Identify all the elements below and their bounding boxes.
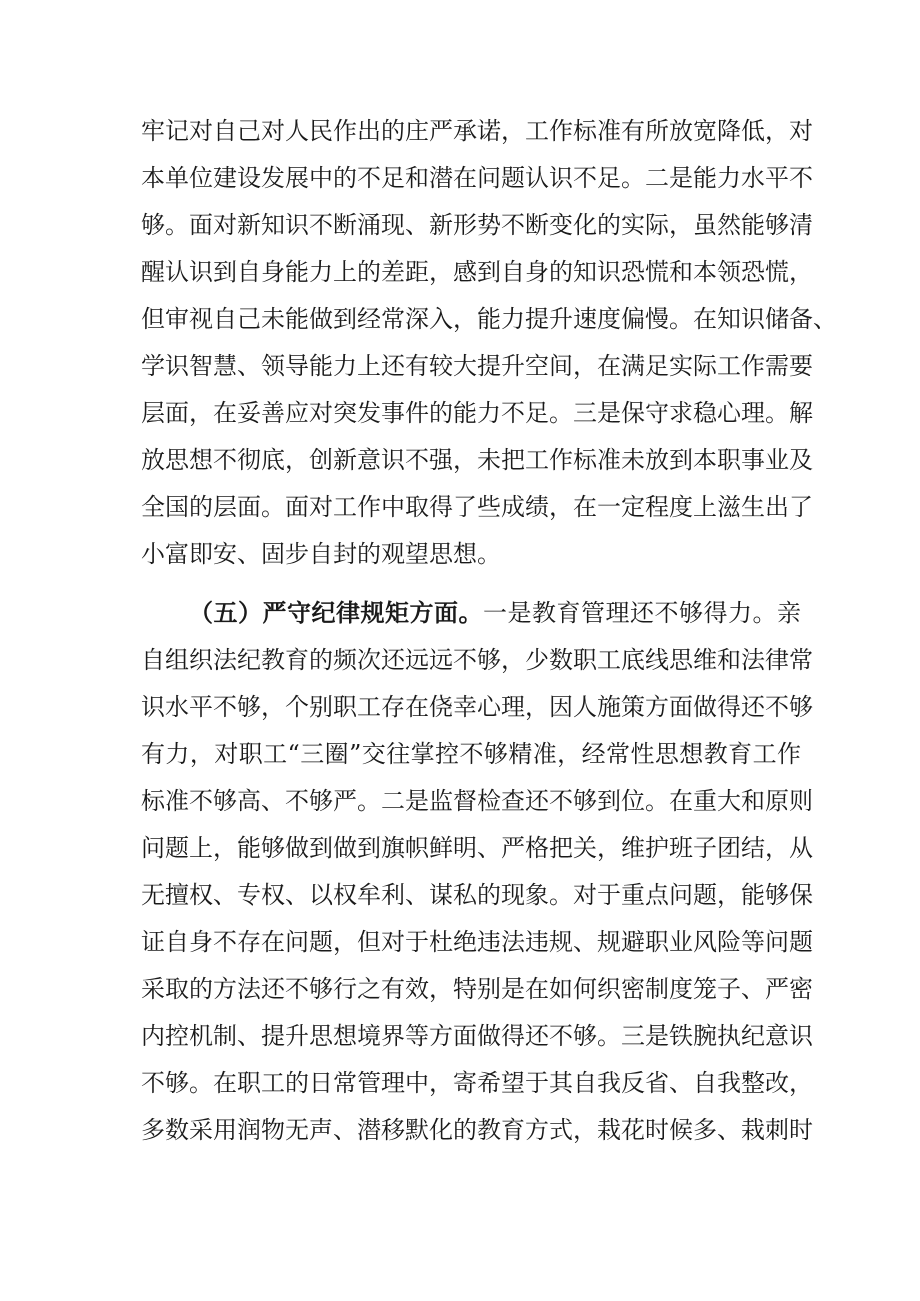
paragraph-line: 内控机制、提升思想境界等方面做得还不够。三是铁腕执纪意识: [141, 1022, 813, 1050]
paragraph-line: 但审视自己未能做到经常深入，能力提升速度偏慢。在知识储备、: [141, 305, 837, 333]
paragraph-line: 证自身不存在问题，但对于杜绝违法违规、规避职业风险等问题: [141, 928, 813, 956]
section-heading: （五）严守纪律规矩方面。: [189, 599, 483, 627]
paragraph-line: 自组织法纪教育的频次还远远不够，少数职工底线思维和法律常: [141, 646, 813, 674]
paragraph-line: 牢记对自己对人民作出的庄严承诺，工作标准有所放宽降低，对: [141, 117, 813, 145]
paragraph-line: 够。面对新知识不断涌现、新形势不断变化的实际，虽然能够清: [141, 211, 813, 239]
section-first-line: [189, 590, 801, 636]
paragraph-line: 问题上，能够做到做到旗帜鲜明、严格把关，维护班子团结，从: [141, 834, 813, 862]
paragraph-line: 识水平不够，个别职工存在侥幸心理，因人施策方面做得还不够: [141, 693, 813, 721]
paragraph-line: 采取的方法还不够行之有效，特别是在如何织密制度笼子、严密: [141, 975, 813, 1003]
paragraph-line: 多数采用润物无声、潜移默化的教育方式，栽花时候多、栽刺时: [141, 1116, 813, 1144]
paragraph-line: 学识智慧、领导能力上还有较大提升空间，在满足实际工作需要: [141, 352, 813, 380]
paragraph-line: 不够。在职工的日常管理中，寄希望于其自我反省、自我整改，: [141, 1069, 813, 1097]
paragraph-line: 全国的层面。面对工作中取得了些成绩，在一定程度上滋生出了: [141, 493, 813, 521]
paragraph-line: 层面，在妥善应对突发事件的能力不足。三是保守求稳心理。解: [141, 399, 813, 427]
section-first-line-text: 一是教育管理还不够得力。亲: [483, 599, 801, 627]
paragraph-line: 本单位建设发展中的不足和潜在问题认识不足。二是能力水平不: [141, 164, 813, 192]
paragraph-line: 有力，对职工“三圈”交往掌控不够精准，经常性思想教育工作: [141, 740, 801, 768]
paragraph-line: 放思想不彻底，创新意识不强，未把工作标准未放到本职事业及: [141, 446, 813, 474]
paragraph-line: 无擅权、专权、以权牟利、谋私的现象。对于重点问题，能够保: [141, 881, 813, 909]
paragraph-line: 小富即安、固步自封的观望思想。: [141, 540, 501, 568]
paragraph-line: 醒认识到自身能力上的差距，感到自身的知识恐慌和本领恐慌，: [141, 258, 813, 286]
paragraph-line: 标准不够高、不够严。二是监督检查还不够到位。在重大和原则: [141, 787, 813, 815]
